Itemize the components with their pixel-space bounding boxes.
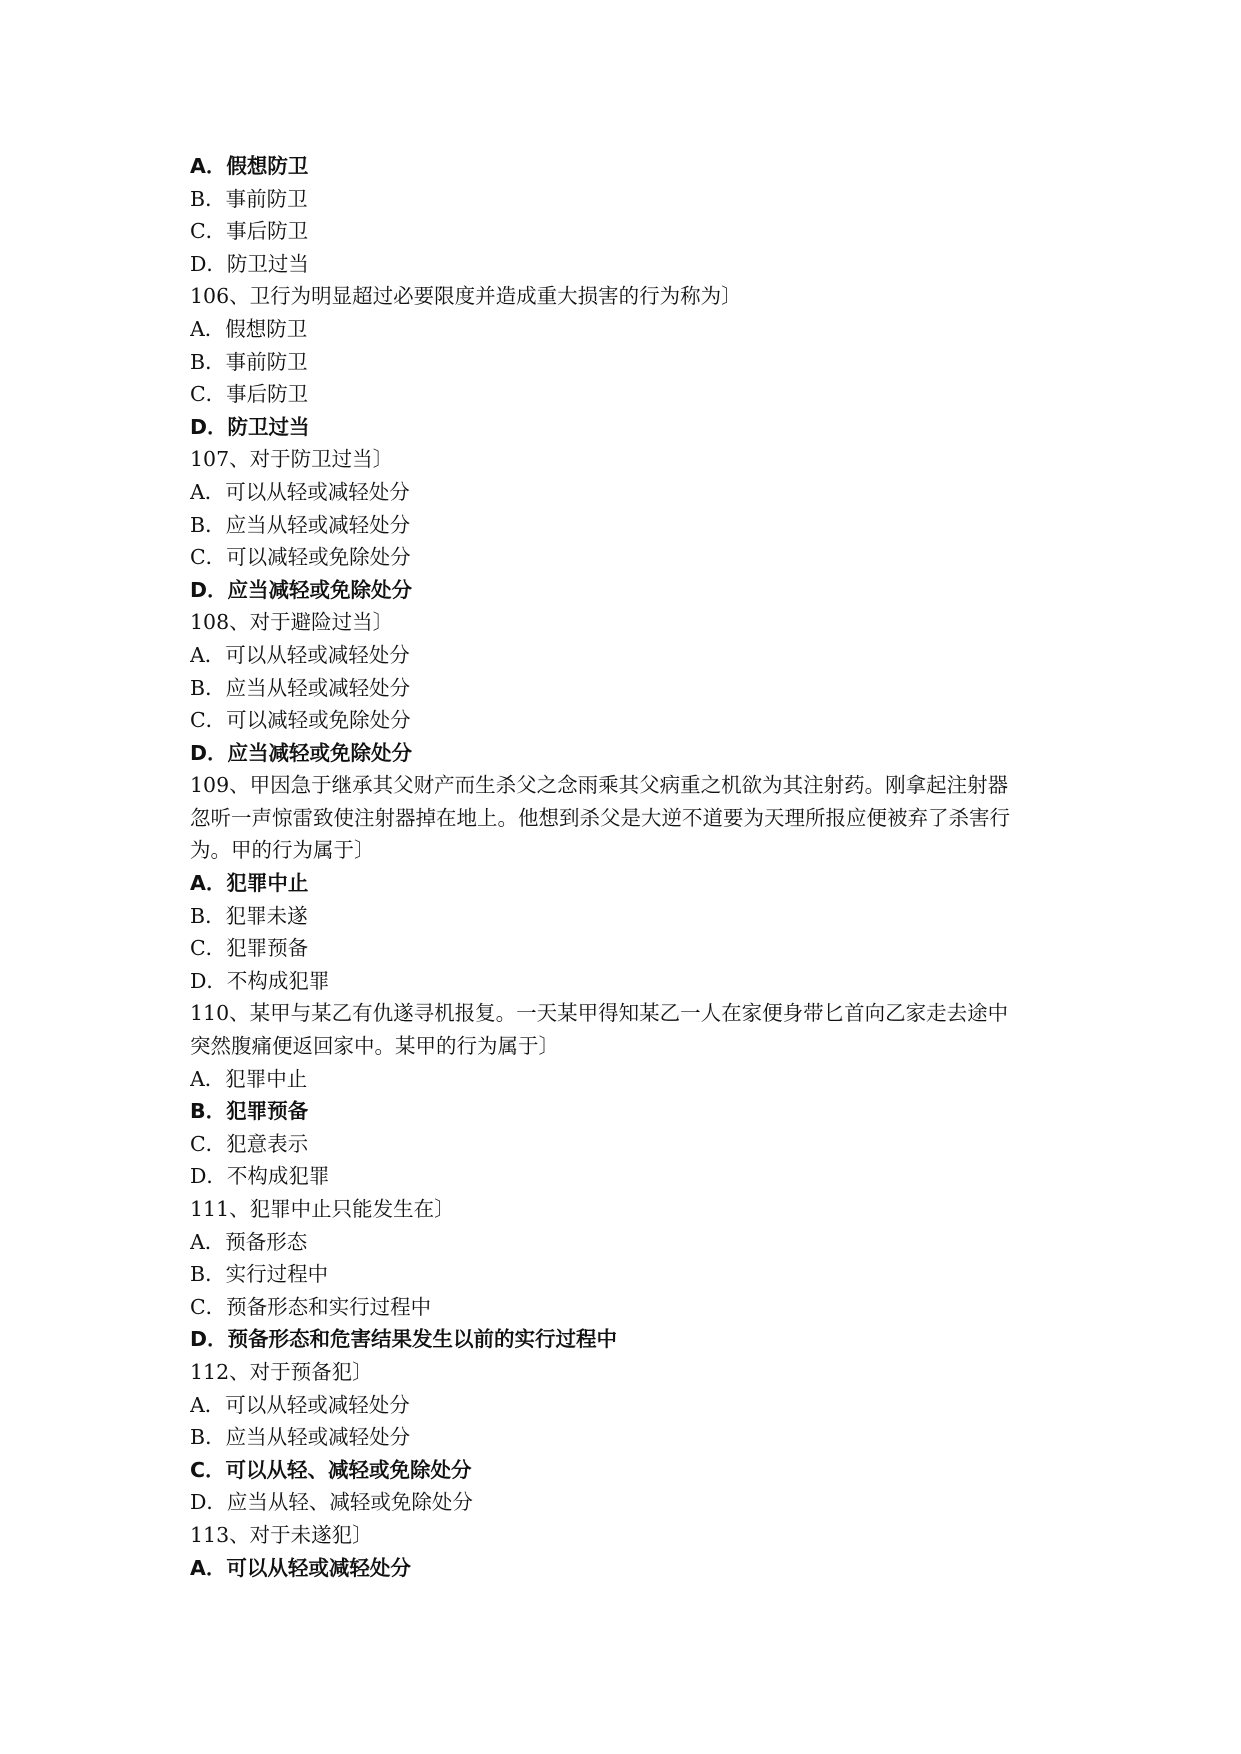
option-line: A．假想防卫 — [190, 316, 308, 341]
question-line: 110、某甲与某乙有仇遂寻机报复。一天某甲得知某乙一人在家便身带匕首向乙家走去途中 — [190, 1001, 1009, 1026]
question-line: 113、对于未遂犯〕 — [190, 1522, 373, 1547]
option-line: B．犯罪未遂 — [190, 903, 308, 928]
question-line: 106、卫行为明显超过必要限度并造成重大损害的行为称为〕 — [190, 284, 742, 309]
answer-option-line: D．应当减轻或免除处分 — [190, 577, 413, 602]
document-body — [190, 150, 1070, 1584]
option-line: D．不构成犯罪 — [190, 968, 330, 993]
question-line: 112、对于预备犯〕 — [190, 1359, 373, 1384]
option-line: D．应当从轻、减轻或免除处分 — [190, 1490, 473, 1515]
answer-option-line: A．可以从轻或减轻处分 — [190, 1555, 411, 1580]
option-line: B．应当从轻或减轻处分 — [190, 512, 411, 537]
option-line: A．可以从轻或减轻处分 — [190, 642, 410, 667]
option-line: D．不构成犯罪 — [190, 1164, 330, 1189]
option-line: A．预备形态 — [190, 1229, 308, 1254]
option-line: A．可以从轻或减轻处分 — [190, 479, 410, 504]
question-line: 突然腹痛便返回家中。某甲的行为属于〕 — [190, 1034, 559, 1059]
option-line: C．预备形态和实行过程中 — [190, 1294, 432, 1319]
option-line: B．事前防卫 — [190, 186, 308, 211]
option-line: C．事后防卫 — [190, 382, 309, 407]
question-line: 109、甲因急于继承其父财产而生杀父之念雨乘其父病重之机欲为其注射药。刚拿起注射器 — [190, 773, 1009, 798]
answer-option-line: B．犯罪预备 — [190, 1099, 309, 1124]
option-line: D．防卫过当 — [190, 251, 309, 276]
answer-option-line: D．预备形态和危害结果发生以前的实行过程中 — [190, 1327, 618, 1352]
answer-option-line: D．防卫过当 — [190, 414, 310, 439]
answer-option-line: C．可以从轻、减轻或免除处分 — [190, 1457, 472, 1482]
question-line: 107、对于防卫过当〕 — [190, 447, 394, 472]
question-line: 108、对于避险过当〕 — [190, 610, 394, 635]
answer-option-line: D．应当减轻或免除处分 — [190, 740, 413, 765]
option-line: C．事后防卫 — [190, 219, 309, 244]
option-line: C．可以减轻或免除处分 — [190, 545, 411, 570]
answer-option-line: A．犯罪中止 — [190, 871, 309, 896]
option-line: C．可以减轻或免除处分 — [190, 708, 411, 733]
option-line: B．实行过程中 — [190, 1262, 329, 1287]
option-line: A．可以从轻或减轻处分 — [190, 1392, 410, 1417]
option-line: B．应当从轻或减轻处分 — [190, 675, 411, 700]
option-line: A．犯罪中止 — [190, 1066, 308, 1091]
option-line: B．事前防卫 — [190, 349, 308, 374]
question-line: 111、犯罪中止只能发生在〕 — [190, 1197, 455, 1221]
option-line: B．应当从轻或减轻处分 — [190, 1425, 411, 1450]
question-line: 忽听一声惊雷致使注射器掉在地上。他想到杀父是大逆不道要为天理所报应便被弃了杀害行 — [190, 805, 1010, 830]
option-line: C．犯意表示 — [190, 1131, 309, 1156]
option-line: C．犯罪预备 — [190, 936, 309, 961]
question-line: 为。甲的行为属于〕 — [190, 838, 375, 863]
answer-option-line: A．假想防卫 — [190, 154, 309, 178]
